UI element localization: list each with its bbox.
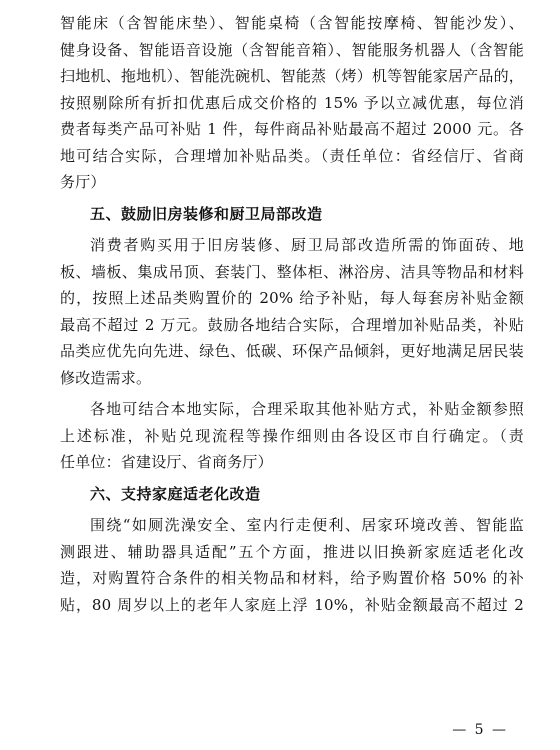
body-text-line: 贴，80 周岁以上的老年人家庭上浮 10%，补贴金额最高不超过 2 xyxy=(60,595,524,614)
body-text-line: 测跟进、辅助器具适配”五个方面，推进以旧换新家庭适老化改 xyxy=(60,542,524,561)
body-text-line: 围绕“如厕洗澡安全、室内行走便利、居家环境改善、智能监 xyxy=(90,516,524,534)
body-text-line: 任单位：省建设厅、省商务厅） xyxy=(60,453,273,471)
body-text-line: 务厅） xyxy=(60,173,106,191)
section-heading: 六、支持家庭适老化改造 xyxy=(90,484,261,503)
body-text-line: 健身设备、智能语音设施（含智能音箱）、智能服务机器人（含智能 xyxy=(60,40,524,59)
body-text-line: 费者每类产品可补贴 1 件，每件商品补贴最高不超过 2000 元。各 xyxy=(60,120,524,138)
body-text-line: 品类应优先向先进、绿色、低碳、环保产品倾斜，更好地满足居民装 xyxy=(60,342,524,360)
page-number: — 5 — xyxy=(452,722,508,738)
body-text-line: 按照剔除所有折扣优惠后成交价格的 15% 予以立减优惠，每位消 xyxy=(60,93,524,112)
body-text-line: 地可结合实际，合理增加补贴品类。（责任单位：省经信厅、省商 xyxy=(60,146,524,165)
body-text-line: 扫地机、拖地机）、智能洗碗机、智能蒸（烤）机等智能家居产品的， xyxy=(60,67,524,85)
body-text-line: 造，对购置符合条件的相关物品和材料，给予购置价格 50% 的补 xyxy=(60,569,524,587)
body-text-line: 的，按照上述品类购置价的 20% 给予补贴，每人每套房补贴金额 xyxy=(60,289,524,307)
section-heading: 五、鼓励旧房装修和厨卫局部改造 xyxy=(90,204,323,223)
body-text-line: 最高不超过 2 万元。鼓励各地结合实际，合理增加补贴品类，补贴 xyxy=(60,315,524,334)
body-text-line: 修改造需求。 xyxy=(60,368,152,387)
body-text-line: 智能床（含智能床垫）、智能桌椅（含智能按摩椅、智能沙发）、 xyxy=(60,14,524,32)
body-text-line: 板、墙板、集成吊顶、套装门、整体柜、淋浴房、洁具等物品和材料 xyxy=(60,262,524,281)
body-text-line: 消费者购买用于旧房装修、厨卫局部改造所需的饰面砖、地 xyxy=(90,236,524,254)
body-text-line: 各地可结合本地实际，合理采取其他补贴方式，补贴金额参照 xyxy=(90,400,524,418)
body-text-line: 上述标准，补贴兑现流程等操作细则由各设区市自行确定。（责 xyxy=(60,426,524,445)
